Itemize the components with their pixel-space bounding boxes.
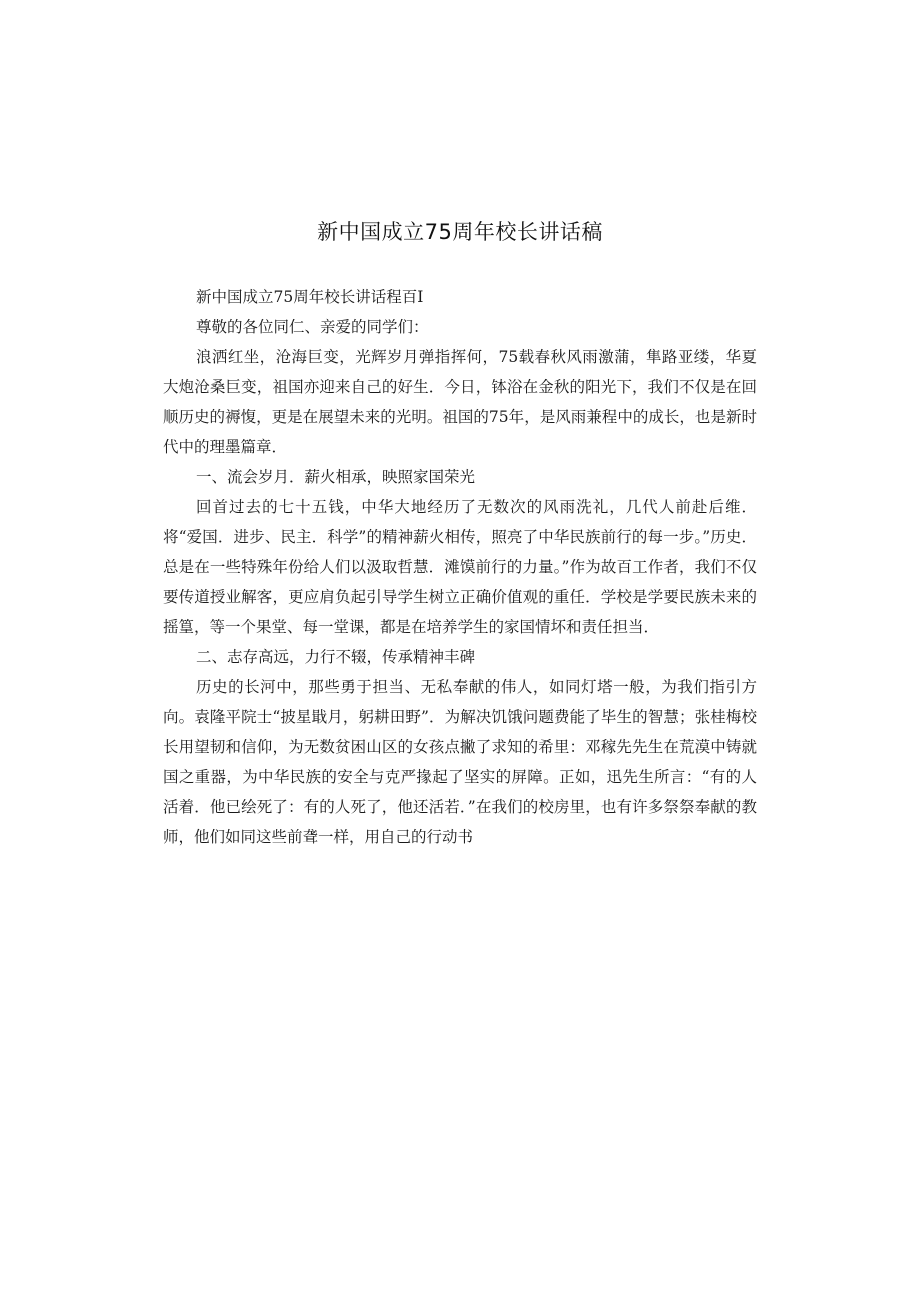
subtitle-line: 新中国成立75周年校长讲话程百I xyxy=(196,288,424,306)
document-body xyxy=(163,282,757,852)
paragraph-section-1: 回首过去的七十五钱，中华大地经历了无数次的风雨洗礼，几代人前赴后维．将“爱国．进步、民主．科学”的精神薪火相传，照亮了中华民族前行的每一步。”历史．总是在一些特殊年份给人们以汲取哲慧．滩馍前行的力量。”作为故百工作者，我们不仅要传道授业解客，更应肩负起引导学生树立正确价值观的重任．学校是学要民族未来的摇篁，等一个果堂、每一堂课，都是在培养学生的家国情坏和责任担当． xyxy=(163,498,757,636)
section-heading-2: 二、志存高远，力行不辍，传承精神丰碑 xyxy=(196,648,476,666)
salutation: 尊敬的各位同仁、亲爱的同学们： xyxy=(196,318,429,336)
paragraph-section-2: 历史的长河中，那些勇于担当、无私奉献的伟人，如同灯塔一般，为我们指引方向。袁隆平院士“披星戢月，躬耕田野”．为解决饥饿问题费能了毕生的智慧；张桂梅校长用望韧和信仰，为无数贫困山区的女孩点撇了求知的希里：邓稼先先生在荒漠中铸就国之重器，为中华民族的安全与克严掾起了坚实的屏障。正如，迅先生所言：“有的人活着．他已绘死了：有的人死了，他还活若．”在我们的校房里，也有许多祭祭奉献的教师，他们如同这些前聋一样，用自己的行动书 xyxy=(163,678,757,846)
section-heading-1: 一、流会岁月．薪火相承，映照家国荣光 xyxy=(196,468,476,486)
document-title: 新中国成立75周年校长讲话稿 xyxy=(317,220,603,244)
paragraph-opening: 浪洒红坐，沧海巨变，光辉岁月弹指挥何，75载春秋风雨激蒲，隼路亚缕，华夏大炮沧桑巨变，祖国亦迎来自己的好生．今日，钵浴在金秋的阳光下，我们不仅是在回顺历史的褥愎，更是在展望未来的光明。祖国的75年，是风雨兼程中的成长，也是新时代中的理墨篇章． xyxy=(163,348,757,456)
